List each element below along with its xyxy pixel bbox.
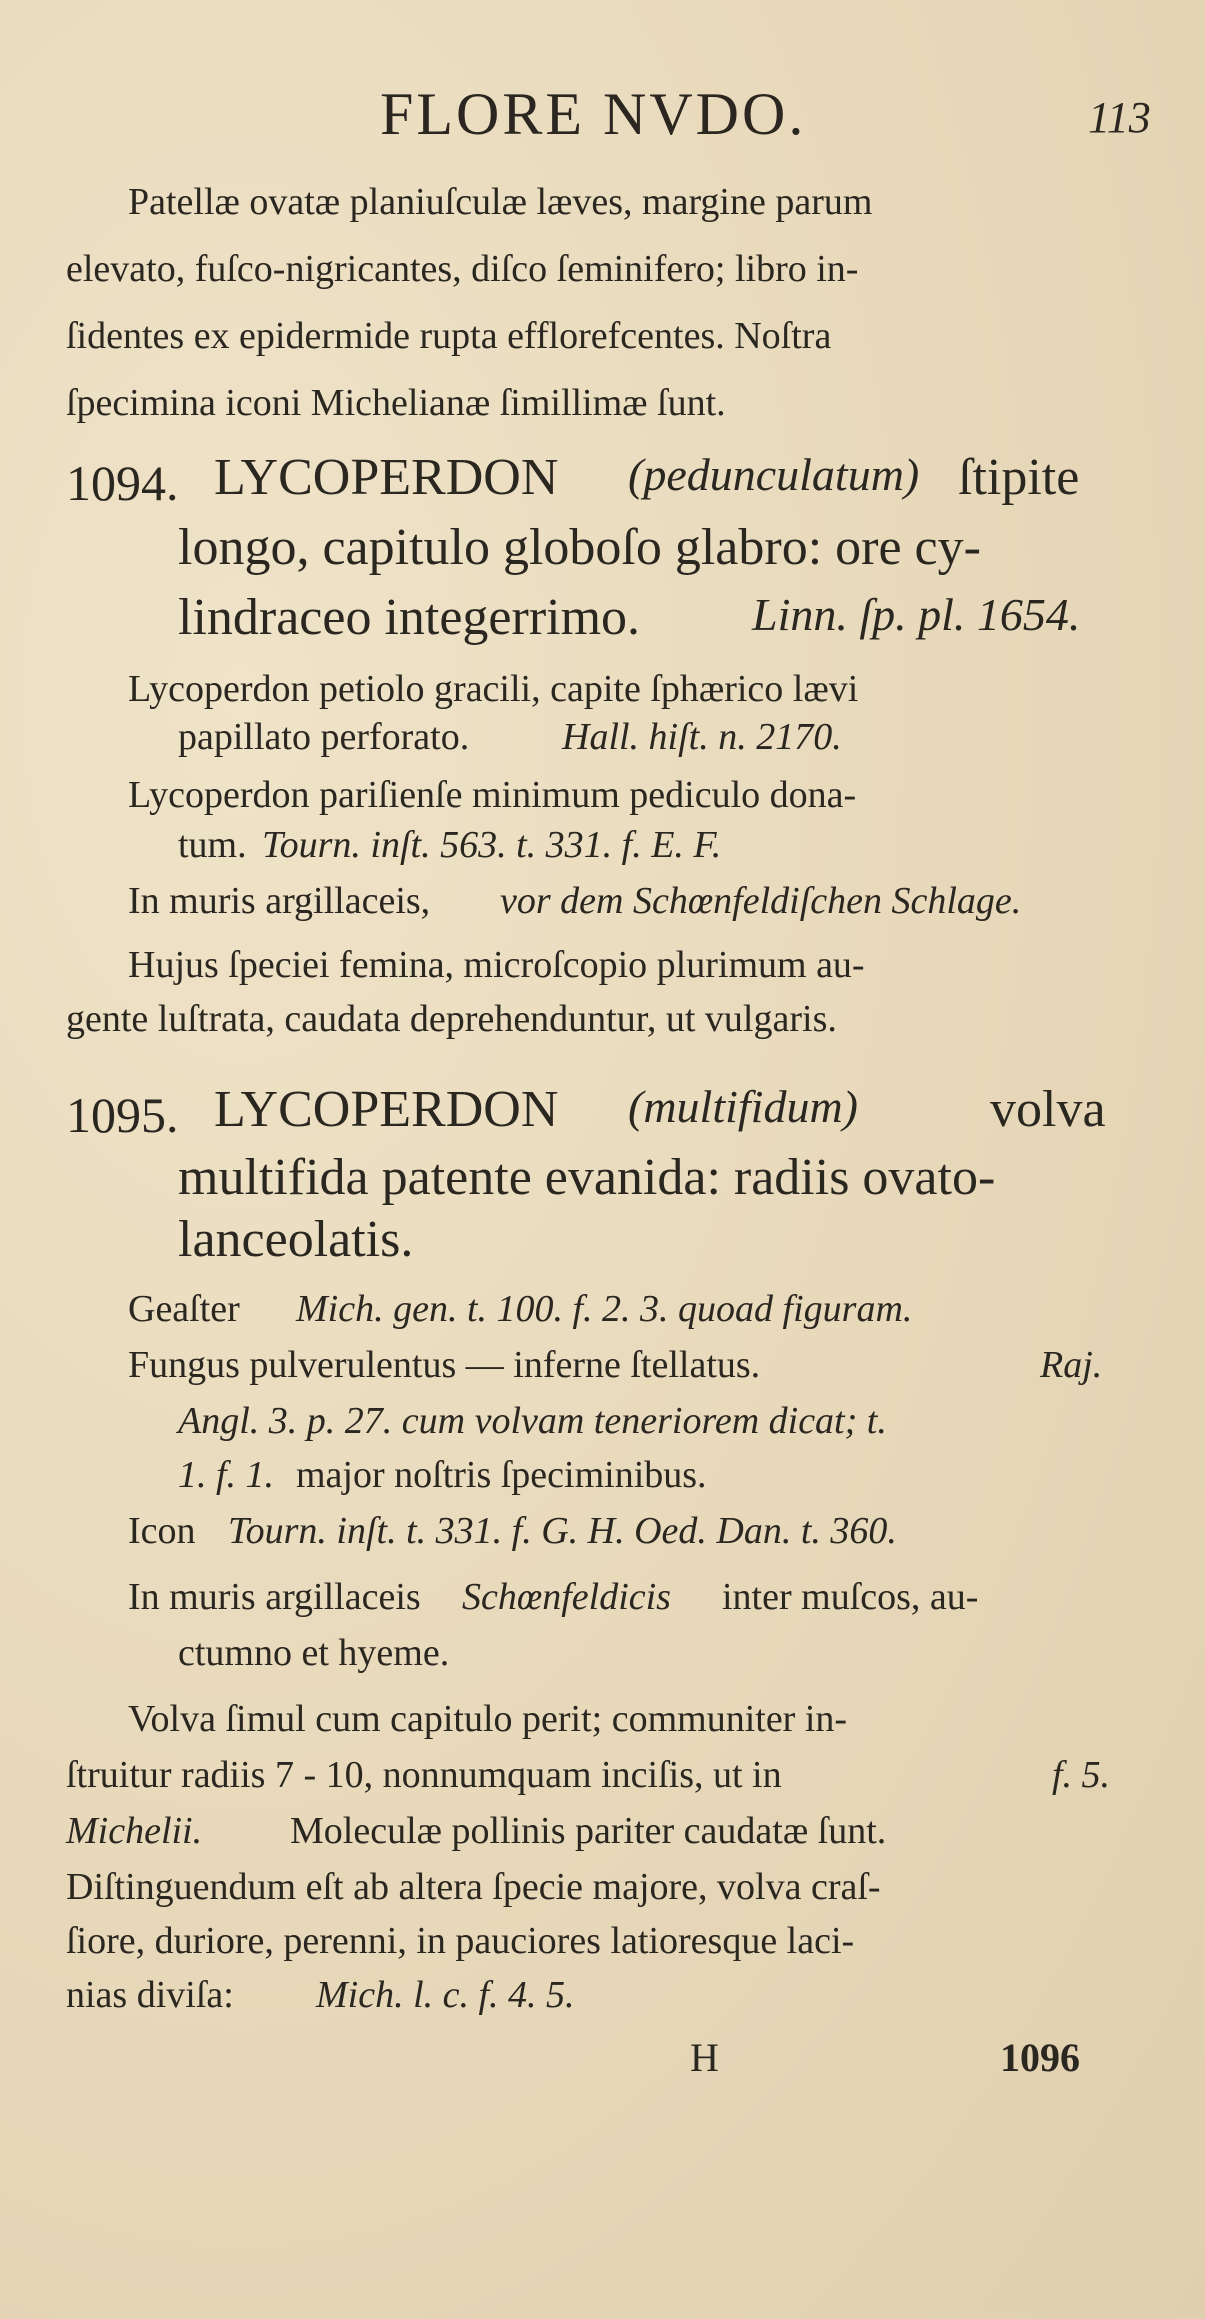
entry-1094-line3: lindraceo integerrimo. xyxy=(178,589,641,646)
entry-1095-habitat-ref: Schœnfeldicis xyxy=(462,1576,671,1618)
entry-1095-habitat-b: ctumno et hyeme. xyxy=(178,1632,450,1674)
page-number: 113 xyxy=(1088,93,1151,142)
entry-1094-syn1-a: Lycoperdon petiolo gracili, capite ſphærico lævi xyxy=(128,668,859,710)
entry-1094-linnaeus-ref: Linn. ſp. pl. 1654. xyxy=(752,589,1081,640)
entry-1095-syn2-c-ref: 1. f. 1. xyxy=(178,1454,275,1496)
catchword: 1096 xyxy=(1000,2035,1080,2080)
entry-1095-micheli-ref: Mich. gen. t. 100. f. 2. 3. quoad figuram. xyxy=(296,1288,913,1330)
entry-1095-habitat: In muris argillaceis xyxy=(128,1576,421,1618)
entry-1095-syn3: Icon xyxy=(128,1510,196,1552)
entry-1095-note-5: ſiore, duriore, perenni, in pauciores latioresque laci- xyxy=(66,1920,855,1962)
entry-1094-tournefort-ref: Tourn. inſt. 563. t. 331. f. E. F. xyxy=(262,824,722,866)
entry-1095-name: LYCOPERDON xyxy=(214,1081,559,1138)
intro-line-3: ſidentes ex epidermide rupta efflorefcentes. Noſtra xyxy=(66,315,832,357)
entry-1094-number: 1094. xyxy=(66,455,179,511)
running-title: FLORE NVDO. xyxy=(380,81,807,147)
entry-1095-number: 1095. xyxy=(66,1087,179,1143)
entry-1095-ray-ref: Raj. xyxy=(1040,1344,1103,1386)
entry-1094-line2: longo, capitulo globoſo glabro: ore cy- xyxy=(178,519,981,576)
entry-1095-note-2: ſtruitur radiis 7 - 10, nonnumquam inciſis, ut in xyxy=(66,1754,782,1796)
intro-line-4: ſpecimina iconi Michelianæ ſimillimæ ſunt. xyxy=(66,382,726,424)
entry-1095-line3: lanceolatis. xyxy=(178,1211,414,1268)
entry-1094-syn2-b: tum. xyxy=(178,824,247,866)
entry-1094-note-b: gente luſtrata, caudata deprehenduntur, ut vulgaris. xyxy=(66,998,837,1040)
entry-1094-epithet: (pedunculatum) xyxy=(628,449,920,500)
entry-1095-syn2-b: Angl. 3. p. 27. cum volvam teneriorem dicat; t. xyxy=(178,1400,887,1442)
entry-1095-line1-rest: volva xyxy=(990,1081,1106,1138)
entry-1094-line1-rest: ſtipite xyxy=(958,449,1080,506)
entry-1094-syn1-b: papillato perforato. xyxy=(178,716,470,758)
entry-1095-note-4: Diſtinguendum eſt ab altera ſpecie majore, volva craſ- xyxy=(66,1866,881,1908)
entry-1095-syn2-a: Fungus pulverulentus — inferne ſtellatus. xyxy=(128,1344,761,1386)
entry-1094-name: LYCOPERDON xyxy=(214,449,559,506)
intro-line-1: Patellæ ovatæ planiuſculæ læves, margine parum xyxy=(128,181,873,223)
entry-1094-note-a: Hujus ſpeciei femina, microſcopio plurimum au- xyxy=(128,944,865,986)
entry-1095-line2: multifida patente evanida: radiis ovato- xyxy=(178,1149,996,1206)
entry-1095-habitat-rest: inter muſcos, au- xyxy=(722,1576,979,1618)
entry-1095-note-michelii: Michelii. xyxy=(66,1810,203,1852)
entry-1095-epithet: (multifidum) xyxy=(628,1081,858,1132)
signature-mark: H xyxy=(690,2035,719,2080)
entry-1094-habitat-ref: vor dem Schœnfeldiſchen Schlage. xyxy=(500,880,1022,922)
entry-1095-note-6: nias diviſa: xyxy=(66,1974,234,2016)
entry-1095-syn1: Geaſter xyxy=(128,1288,240,1330)
intro-line-2: elevato, fuſco-nigricantes, diſco ſeminifero; libro in- xyxy=(66,248,859,290)
entry-1095-syn2-c: major noſtris ſpeciminibus. xyxy=(296,1454,707,1496)
entry-1094-habitat: In muris argillaceis, xyxy=(128,880,431,922)
entry-1095-note-fig: f. 5. xyxy=(1052,1754,1111,1796)
entry-1094-syn2-a: Lycoperdon pariſienſe minimum pediculo dona- xyxy=(128,774,857,816)
entry-1095-note-3: Moleculæ pollinis pariter caudatæ ſunt. xyxy=(290,1810,887,1852)
entry-1095-tournefort-ref: Tourn. inſt. t. 331. f. G. H. Oed. Dan. t. 360. xyxy=(228,1510,897,1552)
entry-1095-note-1: Volva ſimul cum capitulo perit; communiter in- xyxy=(128,1698,848,1740)
entry-1094-haller-ref: Hall. hiſt. n. 2170. xyxy=(562,716,842,758)
entry-1095-note-ref: Mich. l. c. f. 4. 5. xyxy=(316,1974,575,2016)
